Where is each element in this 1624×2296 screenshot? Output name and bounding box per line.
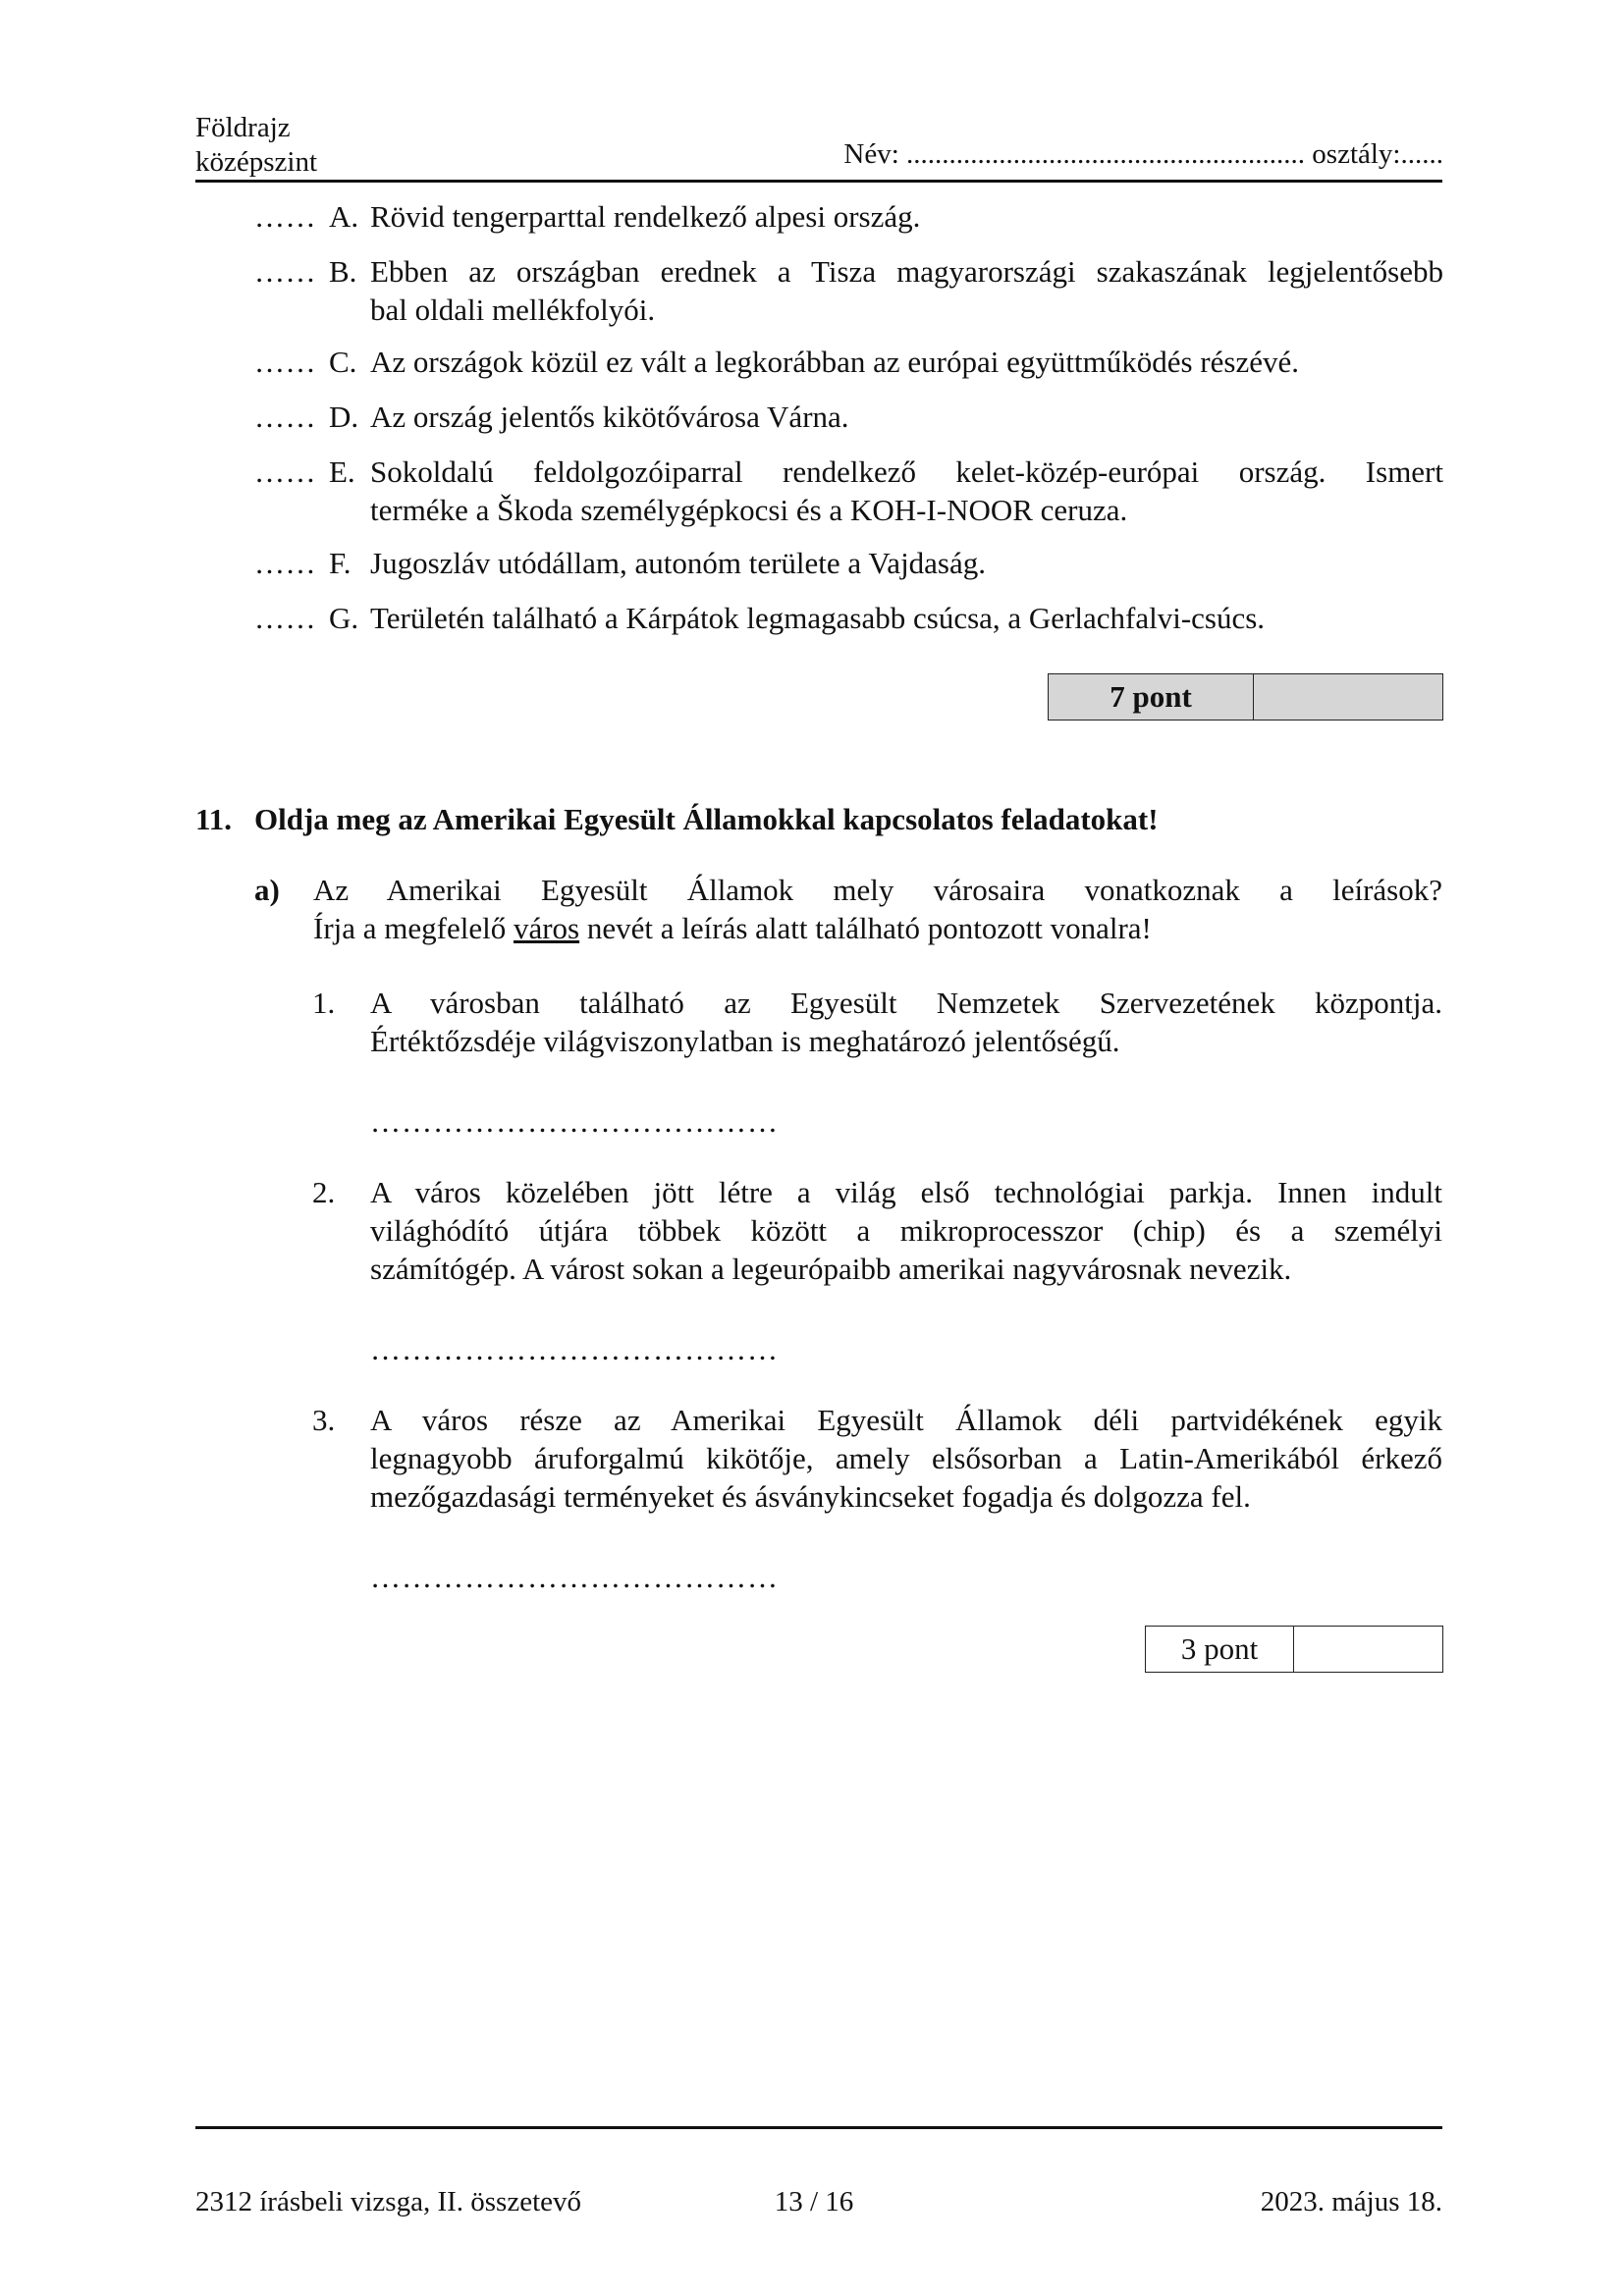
task-number: 11. xyxy=(195,802,233,836)
item-letter: E. xyxy=(329,454,355,489)
item-letter: C. xyxy=(329,345,357,379)
item-text: Az ország jelentős kikötővárosa Várna. xyxy=(370,400,849,434)
item-description: világhódító útjára többek között a mikroprocesszor (chip) és a személyi xyxy=(370,1213,1442,1248)
item-letter: F. xyxy=(329,546,352,580)
task-title: Oldja meg az Amerikai Egyesült Államokkal kapcsolatos feladatokat! xyxy=(254,802,1159,836)
answer-line[interactable]: ………………………………… xyxy=(370,1332,779,1366)
level-label: középszint xyxy=(195,146,318,178)
header-rule xyxy=(195,180,1442,183)
score-box-task10 xyxy=(1048,673,1443,721)
score-field[interactable] xyxy=(1254,674,1442,720)
subject-label: Földrajz xyxy=(195,112,291,143)
score-box-task11 xyxy=(1145,1626,1443,1673)
footer-rule xyxy=(195,2126,1442,2129)
answer-dots[interactable]: …… xyxy=(254,254,316,289)
item-text: bal oldali mellékfolyói. xyxy=(370,293,656,327)
footer-date: 2023. május 18. xyxy=(1260,2186,1442,2217)
page-number: 13 / 16 xyxy=(774,2186,854,2217)
name-class-field: Név: ........................................................ osztály:...... xyxy=(843,138,1443,170)
item-text: Jugoszláv utódállam, autonóm területe a Vajdaság. xyxy=(370,546,987,580)
item-description: A városban található az Egyesült Nemzetek Szervezetének központja. xyxy=(370,986,1442,1020)
answer-dots[interactable]: …… xyxy=(254,454,316,489)
item-text: Az országok közül ez vált a legkorábban az európai együttműködés részévé. xyxy=(370,345,1299,379)
item-letter: D. xyxy=(329,400,359,434)
answer-line[interactable]: ………………………………… xyxy=(370,1104,779,1139)
item-text: Ebben az országban erednek a Tisza magyarországi szakaszának legjelentősebb xyxy=(370,254,1443,289)
answer-dots[interactable]: …… xyxy=(254,345,316,379)
answer-dots[interactable]: …… xyxy=(254,199,316,234)
item-description: legnagyobb áruforgalmú kikötője, amely elsősorban a Latin-Amerikából érkező xyxy=(370,1441,1442,1475)
item-description: A város közelében jött létre a világ első technológiai parkja. Innen indult xyxy=(370,1175,1442,1209)
part-a-instruction: Az Amerikai Egyesült Államok mely városaira vonatkoznak a leírások? xyxy=(313,873,1442,907)
item-description: A város része az Amerikai Egyesült Államok déli partvidékének egyik xyxy=(370,1403,1442,1437)
item-text: terméke a Škoda személygépkocsi és a KOH-I-NOOR ceruza. xyxy=(370,493,1128,527)
item-description: mezőgazdasági terményeket és ásványkincseket fogadja és dolgozza fel. xyxy=(370,1479,1251,1514)
item-number: 2. xyxy=(312,1175,336,1209)
item-description: Értéktőzsdéje világviszonylatban is meghatározó jelentőségű. xyxy=(370,1024,1120,1058)
item-number: 3. xyxy=(312,1403,336,1437)
item-text: Sokoldalú feldolgozóiparral rendelkező kelet-közép-európai ország. Ismert xyxy=(370,454,1443,489)
score-field[interactable] xyxy=(1294,1627,1442,1672)
answer-dots[interactable]: …… xyxy=(254,400,316,434)
item-letter: B. xyxy=(329,254,357,289)
answer-dots[interactable]: …… xyxy=(254,601,316,635)
item-letter: G. xyxy=(329,601,359,635)
item-text: Területén található a Kárpátok legmagasabb csúcsa, a Gerlachfalvi-csúcs. xyxy=(370,601,1266,635)
part-label: a) xyxy=(254,873,280,907)
item-text: Rövid tengerparttal rendelkező alpesi ország. xyxy=(370,199,921,234)
part-a-instruction-line2: Írja a megfelelő város nevét a leírás alatt található pontozott vonalra! xyxy=(313,911,1152,945)
answer-dots[interactable]: …… xyxy=(254,546,316,580)
footer-exam-label: 2312 írásbeli vizsga, II. összetevő xyxy=(195,2186,582,2217)
score-label: 3 pont xyxy=(1146,1627,1294,1672)
score-label: 7 pont xyxy=(1049,674,1254,720)
item-description: számítógép. A várost sokan a legeurópaibb amerikai nagyvárosnak nevezik. xyxy=(370,1252,1292,1286)
item-letter: A. xyxy=(329,199,359,234)
item-number: 1. xyxy=(312,986,336,1020)
answer-line[interactable]: ………………………………… xyxy=(370,1560,779,1594)
